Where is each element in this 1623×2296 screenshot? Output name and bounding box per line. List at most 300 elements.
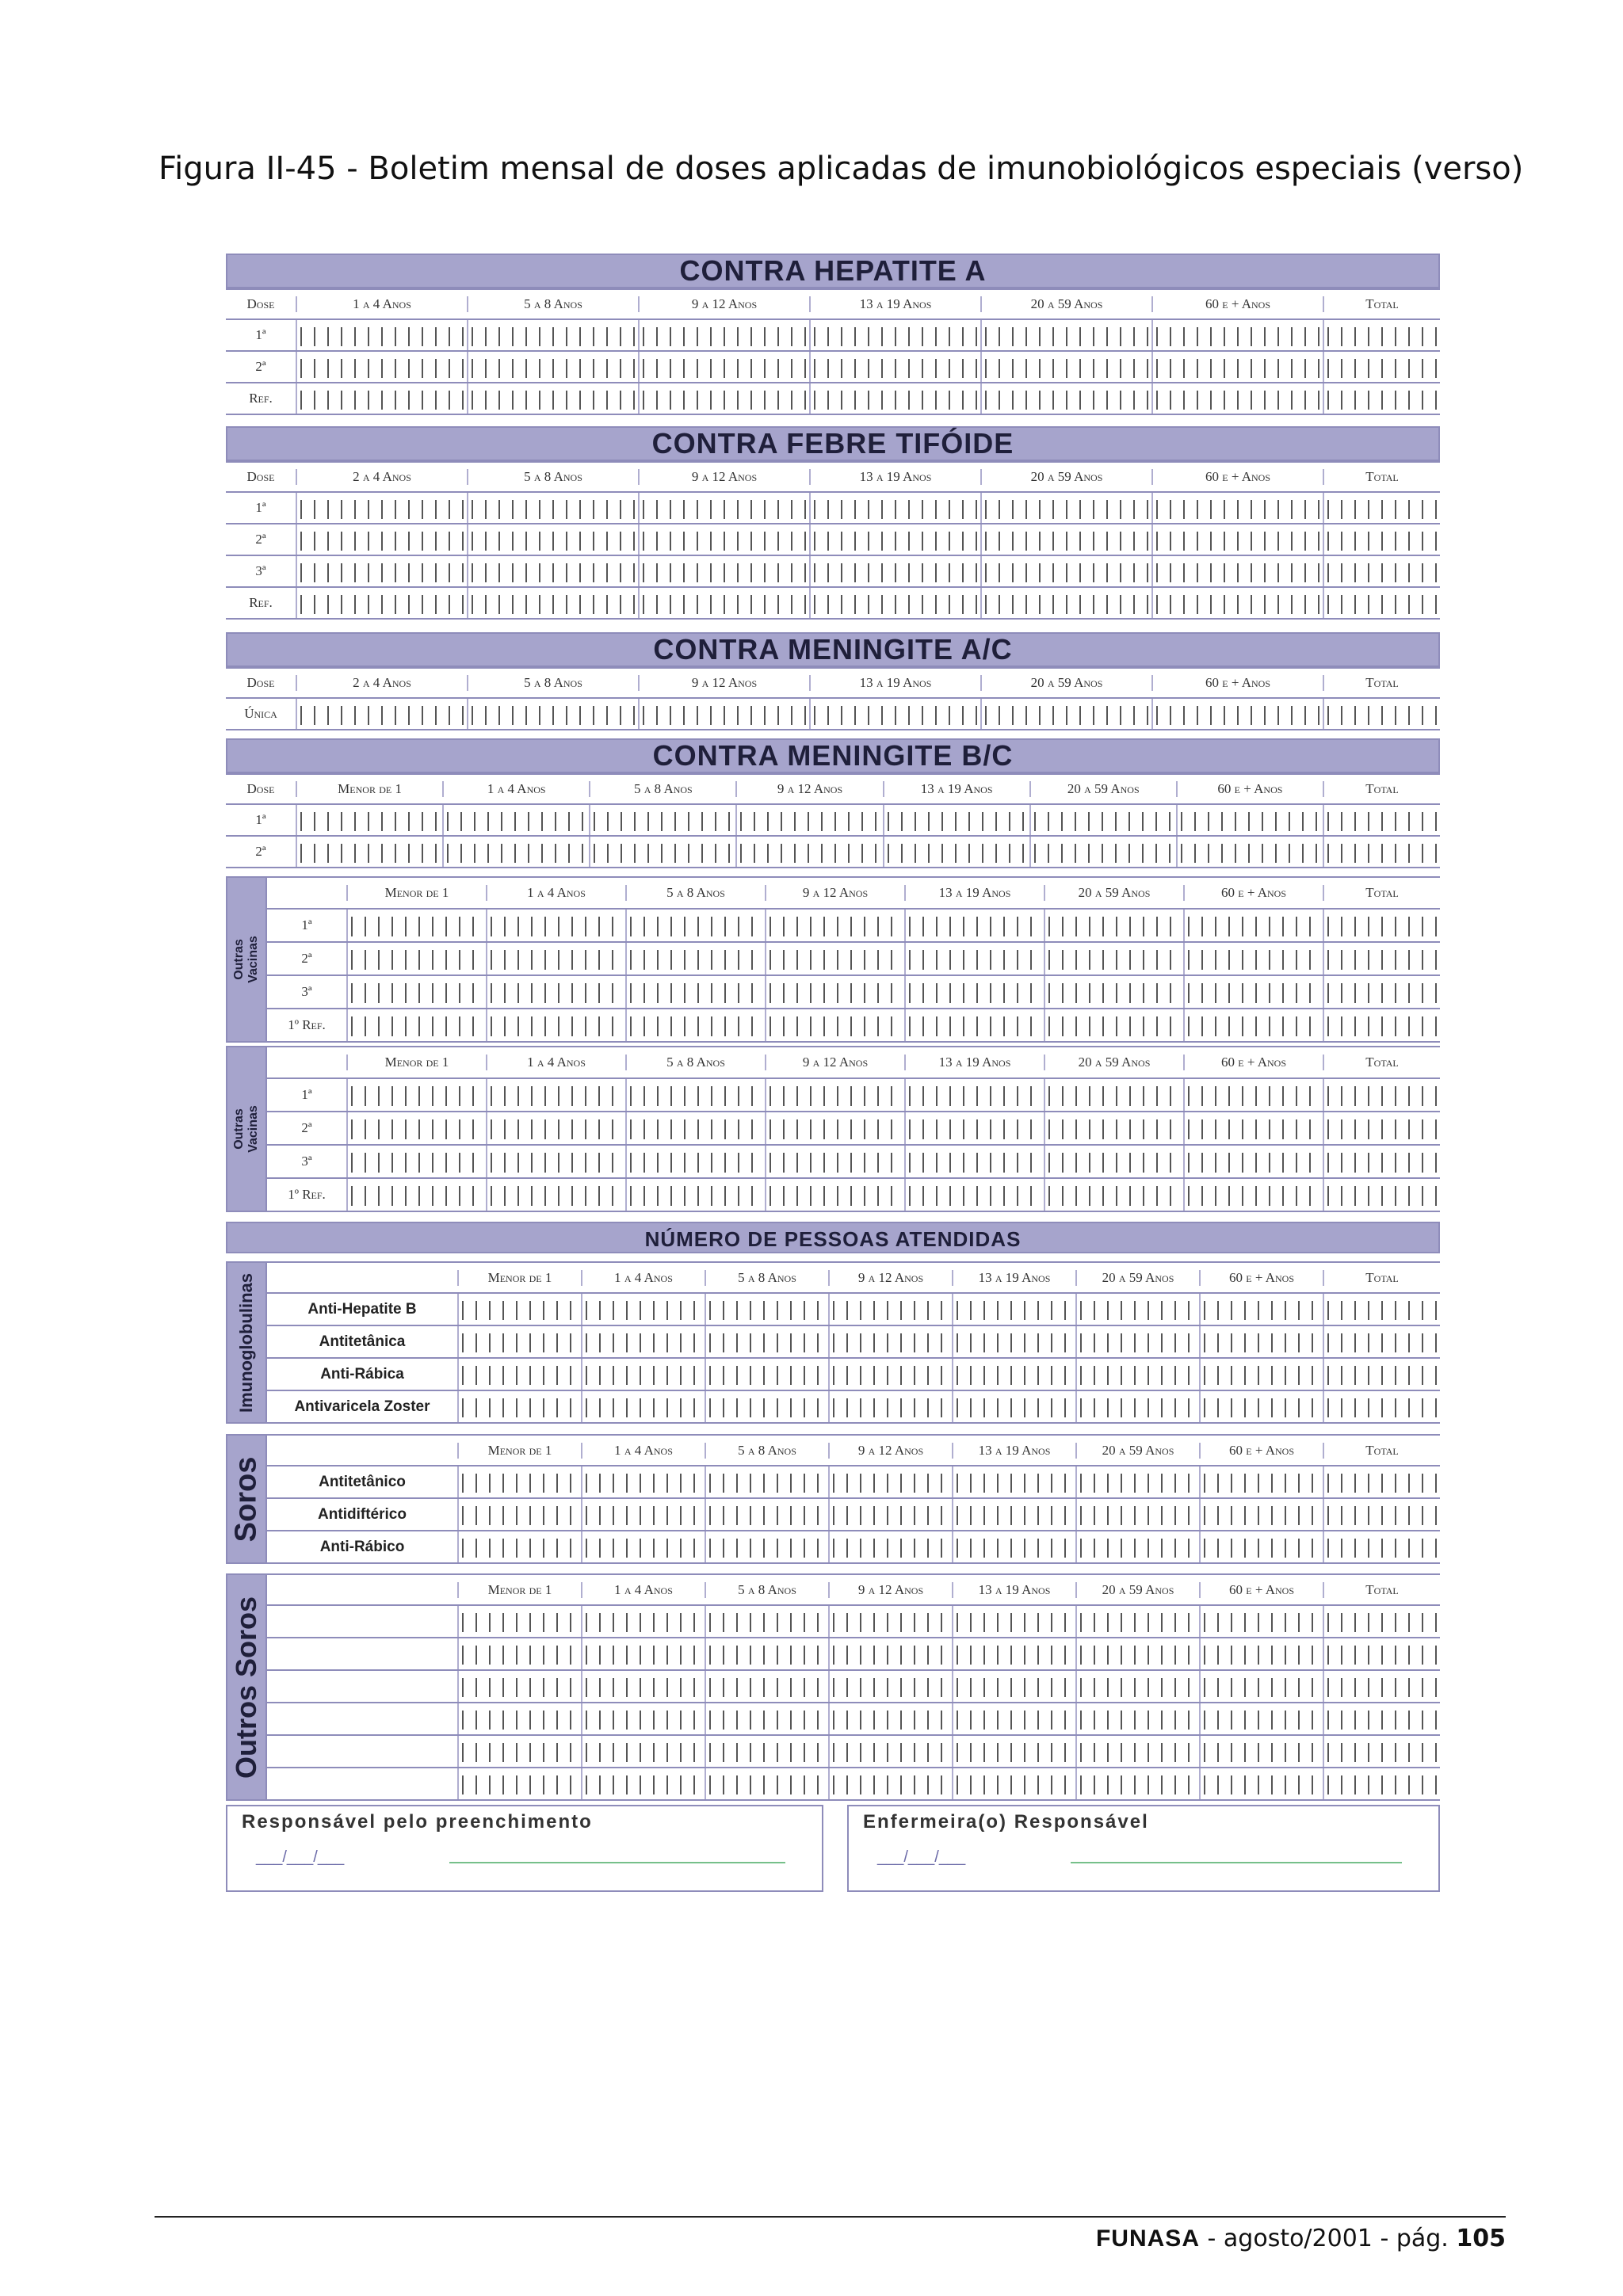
tally-cell[interactable] <box>952 1736 1075 1767</box>
tally-cell[interactable] <box>1199 1703 1323 1734</box>
tally-cell[interactable] <box>638 320 809 350</box>
product-row <box>267 1359 1440 1391</box>
tally-cell[interactable] <box>467 524 638 555</box>
tally-cell[interactable] <box>296 320 467 350</box>
tally-cell[interactable] <box>952 1606 1075 1637</box>
age-group-header: 20 a 59 Anos <box>1075 1582 1199 1598</box>
tally-cell[interactable] <box>828 1768 952 1799</box>
tally-cell[interactable] <box>1323 1359 1440 1390</box>
tally-cell[interactable] <box>1075 1359 1199 1390</box>
outras-vacinas-label-line-2: Vacinas <box>246 1105 261 1153</box>
age-group-header: 60 e + Anos <box>1183 885 1323 901</box>
tally-cell[interactable] <box>1199 1499 1323 1530</box>
tally-cell[interactable] <box>581 1703 705 1734</box>
tally-cell[interactable] <box>442 837 589 867</box>
tally-cell[interactable] <box>457 1606 581 1637</box>
tally-cell[interactable] <box>1323 493 1440 523</box>
tally-cell[interactable] <box>1075 1703 1199 1734</box>
tally-cell[interactable] <box>1199 1531 1323 1562</box>
tally-cell[interactable] <box>952 1703 1075 1734</box>
tally-cell[interactable] <box>828 1359 952 1390</box>
tally-cell[interactable] <box>581 1768 705 1799</box>
tally-cell[interactable] <box>296 837 442 867</box>
tally-cell[interactable] <box>904 1079 1044 1111</box>
product-label: Antivaricela Zoster <box>294 1398 430 1415</box>
tally-cell[interactable] <box>705 1671 828 1702</box>
tally-cell[interactable] <box>828 1606 952 1637</box>
tally-cell[interactable] <box>1323 1294 1440 1325</box>
tally-cell[interactable] <box>1044 1079 1183 1111</box>
tally-cell[interactable] <box>1075 1638 1199 1669</box>
tally-cell[interactable] <box>296 556 467 586</box>
age-group-header: 13 a 19 Anos <box>883 781 1029 797</box>
tally-cell[interactable] <box>1183 1079 1323 1111</box>
tally-cell[interactable] <box>581 1671 705 1702</box>
tally-cell[interactable] <box>589 805 735 835</box>
tally-cell[interactable] <box>952 1391 1075 1422</box>
tally-cell[interactable] <box>1323 1606 1440 1637</box>
tally-cell[interactable] <box>486 1079 625 1111</box>
tally-cell[interactable] <box>1151 493 1323 523</box>
tally-cell[interactable] <box>1323 383 1440 414</box>
tally-cell[interactable] <box>296 588 467 618</box>
tally-cell[interactable] <box>1323 910 1440 941</box>
age-group-header: 20 a 59 Anos <box>1075 1443 1199 1459</box>
tally-cell[interactable] <box>828 1326 952 1357</box>
tally-cell[interactable] <box>883 837 1029 867</box>
tally-cell[interactable] <box>765 1112 904 1144</box>
section-header-row <box>226 288 1440 320</box>
product-row <box>267 1638 1440 1671</box>
tally-cell[interactable] <box>828 1703 952 1734</box>
section-header-row <box>226 667 1440 699</box>
tally-cell[interactable] <box>1323 976 1440 1008</box>
tally-cell[interactable] <box>705 1326 828 1357</box>
tally-cell[interactable] <box>952 1531 1075 1562</box>
tally-cell[interactable] <box>1323 1671 1440 1702</box>
tally-cell[interactable] <box>581 1466 705 1497</box>
tally-cell[interactable] <box>296 524 467 555</box>
age-group-header: 1 a 4 Anos <box>486 885 625 901</box>
tally-cell[interactable] <box>1075 1391 1199 1422</box>
tally-cell[interactable] <box>705 1606 828 1637</box>
tally-cell[interactable] <box>1323 1079 1440 1111</box>
tally-cell[interactable] <box>1075 1499 1199 1530</box>
tally-cell[interactable] <box>346 1112 486 1144</box>
tally-cell[interactable] <box>346 1146 486 1177</box>
signature-line[interactable] <box>449 1862 785 1863</box>
tally-cell[interactable] <box>1323 699 1440 729</box>
outras-vacinas-header-row <box>267 1046 1440 1079</box>
tally-cell[interactable] <box>625 1179 765 1211</box>
total-header: Total <box>1323 1443 1440 1459</box>
signature-label: Responsável pelo preenchimento <box>242 1811 593 1833</box>
tally-cell[interactable] <box>1323 352 1440 382</box>
tally-cell[interactable] <box>765 910 904 941</box>
tally-cell[interactable] <box>1323 320 1440 350</box>
product-row <box>267 1391 1440 1424</box>
tally-cell[interactable] <box>625 976 765 1008</box>
tally-cell[interactable] <box>904 943 1044 974</box>
tally-cell[interactable] <box>828 1499 952 1530</box>
tally-cell[interactable] <box>735 805 882 835</box>
tally-cell[interactable] <box>346 943 486 974</box>
tally-cell[interactable] <box>765 1146 904 1177</box>
tally-cell[interactable] <box>1176 805 1323 835</box>
tally-cell[interactable] <box>1199 1391 1323 1422</box>
tally-cell[interactable] <box>735 837 882 867</box>
tally-cell[interactable] <box>1183 943 1323 974</box>
signature-line[interactable] <box>1071 1862 1402 1863</box>
tally-cell[interactable] <box>296 805 442 835</box>
dose-label: 2ª <box>255 532 266 547</box>
tally-cell[interactable] <box>1075 1531 1199 1562</box>
tally-cell[interactable] <box>828 1391 952 1422</box>
tally-cell[interactable] <box>442 805 589 835</box>
tally-cell[interactable] <box>486 910 625 941</box>
tally-cell[interactable] <box>1044 943 1183 974</box>
tally-cell[interactable] <box>486 1146 625 1177</box>
tally-cell[interactable] <box>828 1294 952 1325</box>
tally-cell[interactable] <box>904 1179 1044 1211</box>
tally-cell[interactable] <box>1075 1736 1199 1767</box>
tally-cell[interactable] <box>346 976 486 1008</box>
tally-cell[interactable] <box>952 1466 1075 1497</box>
tally-cell[interactable] <box>467 352 638 382</box>
tally-cell[interactable] <box>486 1009 625 1041</box>
tally-cell[interactable] <box>486 1179 625 1211</box>
tally-cell[interactable] <box>457 1359 581 1390</box>
tally-cell[interactable] <box>1151 524 1323 555</box>
tally-cell[interactable] <box>952 1326 1075 1357</box>
outras-vacinas-label-line-1: Outras <box>232 1108 246 1150</box>
tally-cell[interactable] <box>1044 976 1183 1008</box>
tally-cell[interactable] <box>457 1326 581 1357</box>
tally-cell[interactable] <box>1183 1146 1323 1177</box>
tally-cell[interactable] <box>705 1638 828 1669</box>
tally-cell[interactable] <box>296 493 467 523</box>
age-group-header: 13 a 19 Anos <box>809 469 980 485</box>
total-header: Total <box>1323 1055 1440 1070</box>
dose-label: 1ª <box>255 327 266 342</box>
tally-cell[interactable] <box>980 352 1151 382</box>
tally-cell[interactable] <box>1075 1326 1199 1357</box>
tally-cell[interactable] <box>904 1112 1044 1144</box>
tally-cell[interactable] <box>1323 943 1440 974</box>
tally-cell[interactable] <box>346 1009 486 1041</box>
tally-cell[interactable] <box>904 1146 1044 1177</box>
section-title: CONTRA HEPATITE A <box>226 254 1440 288</box>
tally-cell[interactable] <box>467 588 638 618</box>
tally-cell[interactable] <box>1029 805 1176 835</box>
tally-cell[interactable] <box>581 1359 705 1390</box>
tally-cell[interactable] <box>1075 1466 1199 1497</box>
product-row <box>267 1531 1440 1564</box>
dose-label: 1º Ref. <box>288 1187 326 1202</box>
age-group-header: 20 a 59 Anos <box>1044 885 1183 901</box>
age-group-header: 5 a 8 Anos <box>467 469 638 485</box>
date-field[interactable]: ___/___/___ <box>256 1848 345 1866</box>
tally-cell[interactable] <box>1044 1009 1183 1041</box>
tally-cell[interactable] <box>457 1466 581 1497</box>
tally-cell[interactable] <box>486 943 625 974</box>
tally-cell[interactable] <box>1151 320 1323 350</box>
product-label <box>267 1736 457 1767</box>
tally-cell[interactable] <box>705 1466 828 1497</box>
tally-cell[interactable] <box>457 1499 581 1530</box>
tally-cell[interactable] <box>581 1736 705 1767</box>
date-field[interactable]: ___/___/___ <box>877 1848 966 1866</box>
tally-cell[interactable] <box>705 1531 828 1562</box>
tally-cell[interactable] <box>828 1466 952 1497</box>
tally-cell[interactable] <box>457 1638 581 1669</box>
tally-cell[interactable] <box>1151 588 1323 618</box>
tally-cell[interactable] <box>1044 1179 1183 1211</box>
tally-cell[interactable] <box>1183 1112 1323 1144</box>
tally-cell[interactable] <box>346 1179 486 1211</box>
tally-cell[interactable] <box>457 1531 581 1562</box>
tally-cell[interactable] <box>1323 1466 1440 1497</box>
tally-cell[interactable] <box>809 556 980 586</box>
tally-cell[interactable] <box>1323 556 1440 586</box>
age-group-header: 1 a 4 Anos <box>581 1582 705 1598</box>
tally-cell[interactable] <box>1323 1768 1440 1799</box>
imunoglobulinas-label: Imunoglobulinas <box>236 1272 256 1413</box>
tally-cell[interactable] <box>952 1671 1075 1702</box>
tally-cell[interactable] <box>1199 1606 1323 1637</box>
tally-cell[interactable] <box>1075 1606 1199 1637</box>
age-group-header: 20 a 59 Anos <box>980 675 1151 691</box>
tally-cell[interactable] <box>1151 383 1323 414</box>
tally-cell[interactable] <box>581 1294 705 1325</box>
tally-cell[interactable] <box>1183 910 1323 941</box>
age-group-header: 5 a 8 Anos <box>467 296 638 312</box>
tally-cell[interactable] <box>1199 1671 1323 1702</box>
dose-label: 2ª <box>255 844 266 859</box>
tally-cell[interactable] <box>638 588 809 618</box>
tally-cell[interactable] <box>980 524 1151 555</box>
tally-cell[interactable] <box>980 556 1151 586</box>
tally-cell[interactable] <box>904 976 1044 1008</box>
tally-cell[interactable] <box>1199 1638 1323 1669</box>
tally-cell[interactable] <box>589 837 735 867</box>
tally-cell[interactable] <box>467 383 638 414</box>
tally-cell[interactable] <box>296 352 467 382</box>
age-group-header: Menor de 1 <box>457 1582 581 1598</box>
tally-cell[interactable] <box>765 976 904 1008</box>
age-group-header: 60 e + Anos <box>1176 781 1323 797</box>
tally-cell[interactable] <box>346 1079 486 1111</box>
tally-cell[interactable] <box>346 910 486 941</box>
product-row <box>267 1736 1440 1768</box>
tally-cell[interactable] <box>457 1391 581 1422</box>
tally-cell[interactable] <box>625 1112 765 1144</box>
tally-cell[interactable] <box>952 1768 1075 1799</box>
tally-cell[interactable] <box>467 699 638 729</box>
tally-cell[interactable] <box>625 910 765 941</box>
tally-cell[interactable] <box>883 805 1029 835</box>
tally-cell[interactable] <box>486 976 625 1008</box>
tally-cell[interactable] <box>980 699 1151 729</box>
tally-cell[interactable] <box>1199 1466 1323 1497</box>
tally-cell[interactable] <box>980 320 1151 350</box>
tally-cell[interactable] <box>1323 1703 1440 1734</box>
dose-row <box>226 805 1440 837</box>
tally-cell[interactable] <box>765 1079 904 1111</box>
tally-cell[interactable] <box>705 1768 828 1799</box>
tally-cell[interactable] <box>809 588 980 618</box>
tally-cell[interactable] <box>809 699 980 729</box>
tally-cell[interactable] <box>296 699 467 729</box>
age-group-header: 20 a 59 Anos <box>980 296 1151 312</box>
tally-cell[interactable] <box>1323 1326 1440 1357</box>
tally-cell[interactable] <box>581 1326 705 1357</box>
tally-cell[interactable] <box>809 383 980 414</box>
tally-cell[interactable] <box>467 320 638 350</box>
tally-cell[interactable] <box>1151 352 1323 382</box>
tally-cell[interactable] <box>809 320 980 350</box>
dose-label: 2ª <box>301 1120 312 1135</box>
tally-cell[interactable] <box>1323 1009 1440 1041</box>
tally-cell[interactable] <box>980 493 1151 523</box>
dose-row <box>226 524 1440 556</box>
tally-cell[interactable] <box>1199 1294 1323 1325</box>
tally-cell[interactable] <box>1151 699 1323 729</box>
tally-cell[interactable] <box>828 1736 952 1767</box>
tally-cell[interactable] <box>296 383 467 414</box>
dose-header: Dose <box>246 781 275 796</box>
tally-cell[interactable] <box>1323 837 1440 867</box>
tally-cell[interactable] <box>952 1294 1075 1325</box>
tally-cell[interactable] <box>1044 910 1183 941</box>
tally-cell[interactable] <box>581 1391 705 1422</box>
dose-label: Única <box>244 706 277 721</box>
tally-cell[interactable] <box>828 1531 952 1562</box>
tally-cell[interactable] <box>625 1146 765 1177</box>
tally-cell[interactable] <box>1323 588 1440 618</box>
tally-cell[interactable] <box>457 1703 581 1734</box>
age-group-header: 20 a 59 Anos <box>1075 1270 1199 1286</box>
tally-cell[interactable] <box>1199 1768 1323 1799</box>
tally-cell[interactable] <box>1323 1531 1440 1562</box>
tally-cell[interactable] <box>980 383 1151 414</box>
tally-cell[interactable] <box>581 1638 705 1669</box>
tally-cell[interactable] <box>638 556 809 586</box>
tally-cell[interactable] <box>705 1736 828 1767</box>
tally-cell[interactable] <box>705 1359 828 1390</box>
pessoas-header-row <box>267 1261 1440 1294</box>
tally-cell[interactable] <box>1183 1009 1323 1041</box>
tally-cell[interactable] <box>638 352 809 382</box>
tally-cell[interactable] <box>581 1606 705 1637</box>
tally-cell[interactable] <box>457 1294 581 1325</box>
dose-row <box>226 320 1440 352</box>
tally-cell[interactable] <box>828 1671 952 1702</box>
tally-cell[interactable] <box>765 1009 904 1041</box>
tally-cell[interactable] <box>1323 1391 1440 1422</box>
tally-cell[interactable] <box>1199 1359 1323 1390</box>
tally-cell[interactable] <box>457 1768 581 1799</box>
age-group-header: Menor de 1 <box>296 781 442 797</box>
tally-cell[interactable] <box>904 910 1044 941</box>
tally-cell[interactable] <box>638 383 809 414</box>
tally-cell[interactable] <box>1199 1326 1323 1357</box>
tally-cell[interactable] <box>1029 837 1176 867</box>
tally-cell[interactable] <box>1323 1112 1440 1144</box>
tally-cell[interactable] <box>1323 1146 1440 1177</box>
page-footer <box>1096 2225 1506 2252</box>
age-group-header: 13 a 19 Anos <box>952 1270 1075 1286</box>
dose-row <box>226 352 1440 383</box>
tally-cell[interactable] <box>1075 1671 1199 1702</box>
tally-cell[interactable] <box>638 524 809 555</box>
tally-cell[interactable] <box>705 1703 828 1734</box>
tally-cell[interactable] <box>1075 1294 1199 1325</box>
tally-cell[interactable] <box>1323 524 1440 555</box>
tally-cell[interactable] <box>705 1294 828 1325</box>
tally-cell[interactable] <box>952 1359 1075 1390</box>
tally-cell[interactable] <box>625 1009 765 1041</box>
outras-vacinas-label-line-1: Outras <box>232 939 246 980</box>
tally-cell[interactable] <box>1323 1499 1440 1530</box>
tally-cell[interactable] <box>1183 976 1323 1008</box>
tally-cell[interactable] <box>809 352 980 382</box>
tally-cell[interactable] <box>1323 1638 1440 1669</box>
tally-cell[interactable] <box>1323 1736 1440 1767</box>
tally-cell[interactable] <box>625 943 765 974</box>
dose-header: Dose <box>246 675 275 690</box>
tally-cell[interactable] <box>486 1112 625 1144</box>
tally-cell[interactable] <box>809 524 980 555</box>
tally-cell[interactable] <box>1323 1179 1440 1211</box>
tally-cell[interactable] <box>625 1079 765 1111</box>
tally-cell[interactable] <box>828 1638 952 1669</box>
tally-cell[interactable] <box>980 588 1151 618</box>
tally-cell[interactable] <box>638 493 809 523</box>
product-label: Antitetânica <box>319 1333 406 1350</box>
product-row <box>267 1326 1440 1359</box>
tally-cell[interactable] <box>1044 1146 1183 1177</box>
tally-cell[interactable] <box>1075 1768 1199 1799</box>
tally-cell[interactable] <box>1044 1112 1183 1144</box>
tally-cell[interactable] <box>765 1179 904 1211</box>
tally-cell[interactable] <box>952 1638 1075 1669</box>
tally-cell[interactable] <box>1199 1736 1323 1767</box>
tally-cell[interactable] <box>457 1671 581 1702</box>
tally-cell[interactable] <box>765 943 904 974</box>
age-group-header: 60 e + Anos <box>1199 1443 1323 1459</box>
tally-cell[interactable] <box>952 1499 1075 1530</box>
tally-cell[interactable] <box>457 1736 581 1767</box>
tally-cell[interactable] <box>1176 837 1323 867</box>
tally-cell[interactable] <box>904 1009 1044 1041</box>
tally-cell[interactable] <box>705 1391 828 1422</box>
tally-cell[interactable] <box>1183 1179 1323 1211</box>
tally-cell[interactable] <box>638 699 809 729</box>
tally-cell[interactable] <box>809 493 980 523</box>
tally-cell[interactable] <box>1151 556 1323 586</box>
tally-cell[interactable] <box>467 556 638 586</box>
tally-cell[interactable] <box>581 1531 705 1562</box>
age-group-header: 1 a 4 Anos <box>486 1055 625 1070</box>
tally-cell[interactable] <box>705 1499 828 1530</box>
tally-cell[interactable] <box>1323 805 1440 835</box>
section-header-row <box>226 773 1440 805</box>
dose-label: Ref. <box>249 391 273 406</box>
tally-cell[interactable] <box>467 493 638 523</box>
tally-cell[interactable] <box>581 1499 705 1530</box>
dose-row <box>267 943 1440 976</box>
